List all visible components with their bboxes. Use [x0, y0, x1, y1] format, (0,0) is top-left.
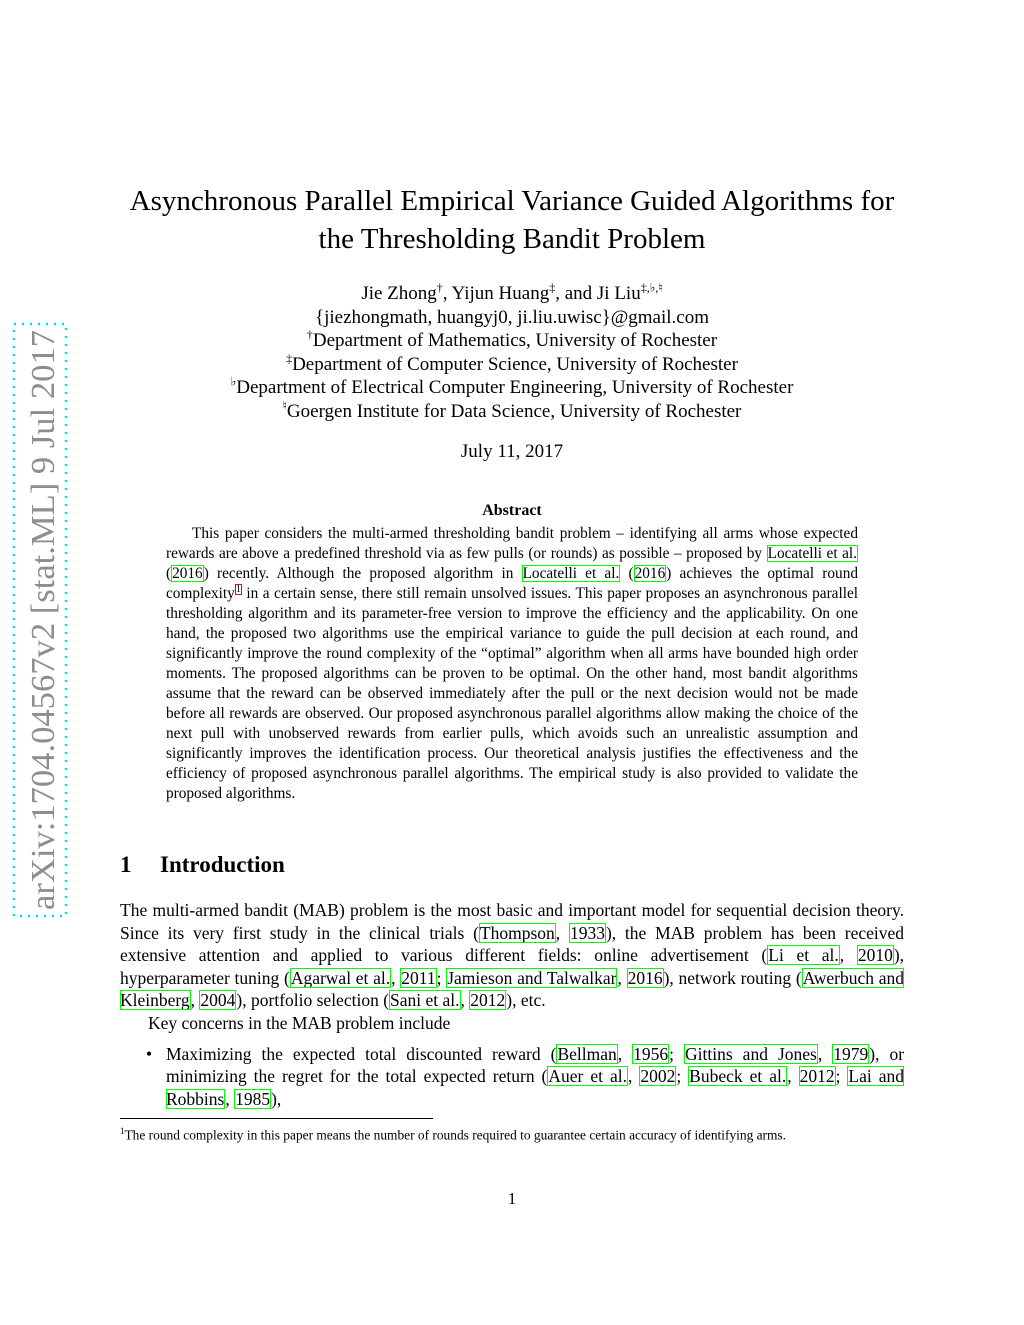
author-1-mark: †: [436, 280, 443, 295]
citation-year-link[interactable]: 1985: [235, 1088, 271, 1109]
abstract-text: This paper considers the multi-armed thresholding bandit problem – identifying all arms whose expected rewards are above a predefined threshold via as few pulls (or rounds) as possible – proposed by: [166, 525, 858, 562]
citation-link[interactable]: Thompson: [479, 922, 555, 943]
affiliation-1-mark: †: [306, 327, 313, 342]
intro-paragraph-1: The multi-armed bandit (MAB) problem is the most basic and important model for sequential decision theory. Since its very first study in the clinical trials (Thompson, 1933), the MAB problem has been received extensive attention and applied to various different fields: online advertisement (Li et al., 2010), hyperparameter tuning (Agarwal et al., 2011; Jamieson and Talwalkar, 2016), network routing (Awerbuch and Kleinberg, 2004), portfolio selection (Sani et al., 2012), etc.: [120, 900, 905, 1011]
abstract-text: recently. Although the proposed algorithm in: [217, 565, 514, 582]
citation-link[interactable]: Jamieson and Talwalkar: [447, 967, 617, 988]
paper-date: July 11, 2017: [460, 441, 564, 462]
body-text: ), the MAB problem has been received extensive attention and applied to various different fields: online advertisement (: [120, 922, 904, 966]
title-line-1: Asynchronous Parallel Empirical Variance Guided Algorithms for: [129, 185, 895, 217]
author-block: [120, 282, 904, 424]
citation-link[interactable]: Sani et al.: [390, 990, 460, 1011]
citation-year-link[interactable]: 1933: [569, 922, 605, 943]
footnote: [120, 1122, 904, 1144]
footnote-rule: [120, 1118, 433, 1119]
body-text: ), etc.: [506, 990, 546, 1011]
author-and: and: [564, 283, 593, 304]
citation-year-link[interactable]: 2012: [470, 990, 506, 1011]
citation-year-link[interactable]: 2011: [401, 967, 436, 988]
body-text: ), portfolio selection (: [236, 990, 390, 1011]
citation-link[interactable]: Locatelli et al.: [522, 565, 620, 582]
arxiv-stamp[interactable]: [8, 320, 74, 920]
citation-year-link[interactable]: 2002: [640, 1066, 676, 1087]
body-text: ), network routing (: [663, 967, 802, 988]
citation-year-link[interactable]: 2004: [200, 990, 236, 1011]
footnote-text: The round complexity in this paper means the number of rounds required to guarantee certain accuracy of identifying arms.: [124, 1127, 786, 1143]
author-3-mark: ‡,♭,♮: [640, 280, 663, 295]
author-names: Jie Zhong†, Yijun Huang‡, and Ji Liu‡,♭,♮: [361, 280, 663, 304]
abstract-body: [166, 524, 858, 804]
bullet-icon: •: [146, 1043, 153, 1064]
citation-link[interactable]: Locatelli et al.: [767, 545, 857, 562]
section-number: 1: [120, 852, 132, 877]
footnote-mark: 1: [120, 1126, 125, 1136]
citation-year-link[interactable]: 1979: [833, 1043, 869, 1064]
affiliation-4: [120, 400, 904, 424]
list-item: • Maximizing the expected total discounted reward (Bellman, 1956; Gittins and Jones, 1979), or minimizing the regret for the total expected return (Auer et al., 2002; Bubeck et al., 2012; Lai and Robbins, 1985),: [146, 1043, 905, 1109]
body-text: ),: [271, 1088, 282, 1109]
intro-paragraph-2: Key concerns in the MAB problem include: [148, 1012, 451, 1033]
section-title: Introduction: [160, 852, 285, 877]
title-line-2: the Thresholding Bandit Problem: [318, 223, 706, 255]
citation-year-link[interactable]: 2012: [799, 1066, 835, 1087]
author-emails: {jiezhongmath, huangyj0, ji.liu.uwisc}@gmail.com: [314, 306, 710, 328]
footnote-reference-link[interactable]: 1: [235, 583, 241, 595]
abstract-text: in a certain sense, there still remain unsolved issues. This paper proposes an asynchronous parallel thresholding algorithm and its parameter-free version to improve the efficiency and the applicability. On one hand, the proposed two algorithms use the empirical variance to guide the pull decision at each round, and significantly improve the round complexity of the “optimal” algorithm when all arms have bounded high order moments. The proposed algorithms can be proven to be optimal. On the other hand, most bandit algorithms assume that the reward can be observed immediately after the pull or the next decision would not be made before all rewards are observed. Our proposed asynchronous parallel algorithms allow making the choice of the next pull with unobserved rewards from earlier pulls, which avoids such an unrealistic assumption and significantly improves the identification process. Our theoretical analysis justifies the effectiveness and the efficiency of proposed asynchronous parallel algorithms. The empirical study is also provided to validate the proposed algorithms.: [166, 585, 858, 802]
affiliation-4-text: Goergen Institute for Data Science, University of Rochester: [286, 400, 742, 422]
citation-link[interactable]: Bubeck et al.: [689, 1066, 787, 1087]
affiliation-2: [120, 353, 904, 377]
affiliation-3-mark: ♭: [230, 375, 237, 390]
page-number: 1: [507, 1189, 517, 1208]
citation-year-link[interactable]: 1956: [633, 1043, 669, 1064]
body-text: ), or minimizing the regret for the total expected return (: [166, 1043, 905, 1087]
abstract-heading: Abstract: [482, 502, 542, 519]
author-1: Jie Zhong: [361, 283, 437, 304]
citation-year-link[interactable]: 2016: [627, 967, 663, 988]
citation-link[interactable]: Bellman: [557, 1043, 617, 1064]
citation-link[interactable]: Li et al.: [768, 945, 839, 966]
affiliation-2-mark: ‡: [286, 351, 293, 366]
affiliation-3: [120, 376, 904, 400]
citation-link[interactable]: Gittins and Jones: [685, 1043, 817, 1064]
citation-year-link[interactable]: 2016: [634, 565, 666, 582]
citation-year-link[interactable]: 2010: [857, 945, 893, 966]
body-text: ), hyperparameter tuning (: [120, 945, 905, 988]
arxiv-identifier[interactable]: arXiv:1704.04567v2 [stat.ML] 9 Jul 2017: [25, 339, 62, 910]
citation-link[interactable]: Lai and Robbins: [166, 1066, 904, 1109]
abstract-text: achieves the optimal round complexity: [166, 565, 858, 602]
abstract-paragraph: This paper considers the multi-armed thresholding bandit problem – identifying all arms whose expected rewards are above a predefined threshold via as few pulls (or rounds) as possible – proposed by Locatelli et al. (2016) recently. Although the proposed algorithm in Locatelli et al. (2016) achieves the optimal round complexity$^1$ in a certain sense, there still remain unsolved issues. This paper proposes an asynchronous parallel thresholding algorithm and its parameter-free version to improve the efficiency and the applicability. On one hand, the proposed two algorithms use the empirical variance to guide the pull decision at each round, and significantly improve the round complexity of the “optimal” algorithm when all arms have bounded high order moments. The proposed algorithms can be proven to be optimal. On the other hand, most bandit algorithms assume that the reward can be observed immediately after the pull or the next decision would not be made before all rewards are observed. Our proposed asynchronous parallel algorithms allow making the choice of the next pull with unobserved rewards from earlier pulls, which avoids such an unrealistic assumption and significantly improves the identification process. Our theoretical analysis justifies the effectiveness and the efficiency of proposed asynchronous parallel algorithms. The empirical study is also provided to validate the proposed algorithms.: [166, 525, 858, 802]
author-2-mark: ‡: [549, 280, 556, 295]
introduction-body: [120, 899, 904, 1110]
affiliation-4-mark: ♮: [282, 398, 287, 413]
section-heading: [120, 852, 285, 878]
key-concerns-list: [120, 1043, 904, 1111]
body-text: Maximizing the expected total discounted reward (: [166, 1043, 557, 1064]
body-text: The multi-armed bandit (MAB) problem is the most basic and important model for sequential decision theory. Since its very first study in the clinical trials (: [120, 900, 904, 943]
author-3: Ji Liu: [596, 283, 641, 304]
affiliation-1: [120, 329, 904, 353]
citation-link[interactable]: Awerbuch and Kleinberg: [120, 967, 904, 1011]
citation-link[interactable]: Agarwal et al.: [290, 967, 391, 988]
citation-link[interactable]: Auer et al.: [548, 1066, 627, 1087]
citation-year-link[interactable]: 2016: [172, 565, 203, 582]
affiliation-1-text: Department of Mathematics, University of Rochester: [312, 330, 718, 352]
paper-title: [120, 182, 904, 258]
author-2: Yijun Huang: [451, 283, 550, 304]
affiliation-3-text: Department of Electrical Computer Engineering, University of Rochester: [236, 377, 794, 399]
affiliation-2-text: Department of Computer Science, University of Rochester: [292, 353, 738, 375]
